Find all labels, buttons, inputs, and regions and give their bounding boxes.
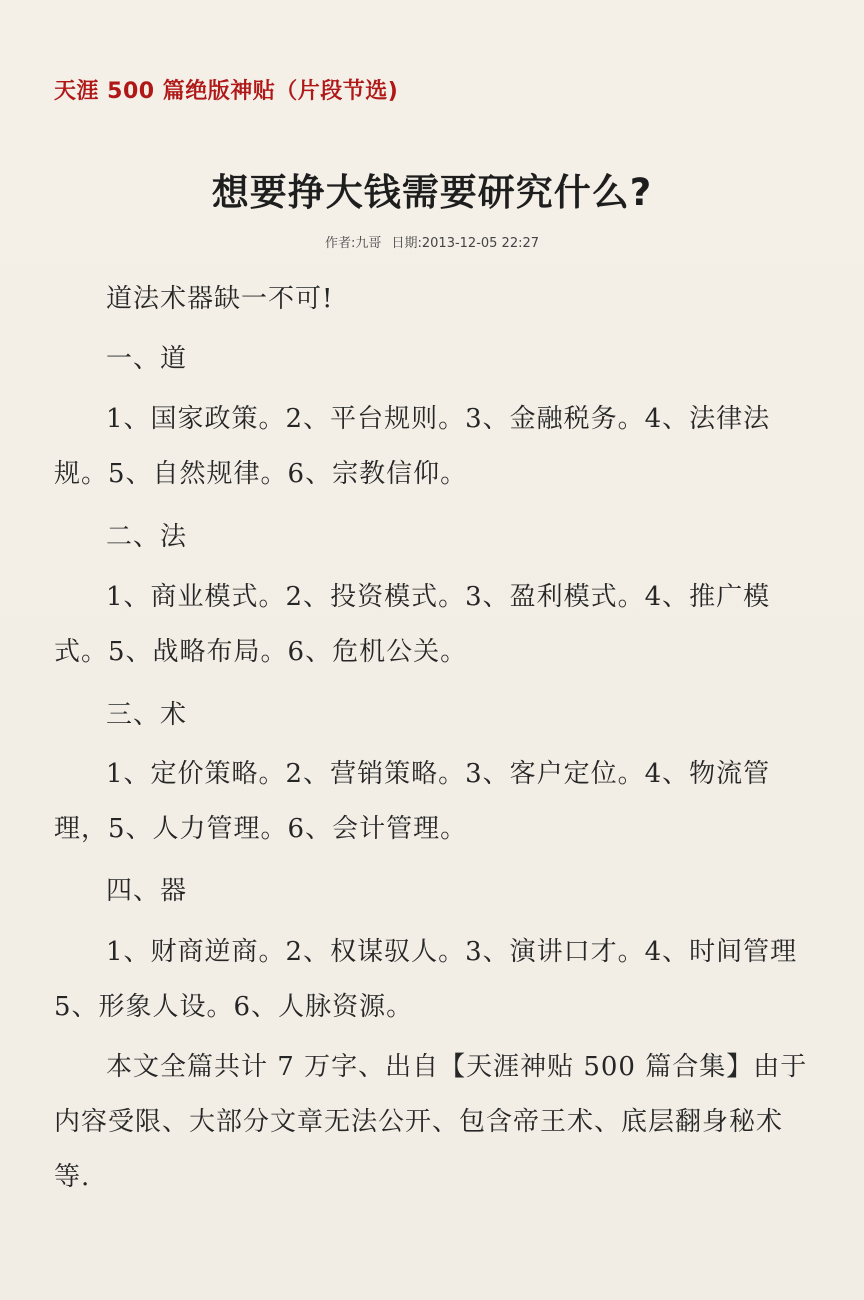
section-body-qi: 1、财商逆商。2、权谋驭人。3、演讲口才。4、时间管理 5、形象人设。6、人脉资源。 [54, 937, 798, 1022]
section-body-dao: 1、国家政策。2、平台规则。3、金融税务。4、法律法规。5、自然规律。6、宗教信仰。 [54, 404, 771, 489]
section-heading-qi: 四、器 [106, 876, 188, 906]
section-heading-shu: 三、术 [106, 700, 188, 730]
intro-paragraph: 道法术器缺一不可! [106, 284, 334, 314]
article-date: 日期:2013-12-05 22:27 [391, 236, 540, 251]
series-label: 天涯 500 篇绝版神贴（片段节选) [54, 79, 399, 104]
section-body-fa: 1、商业模式。2、投资模式。3、盈利模式。4、推广模式。5、战略布局。6、危机公关。 [54, 582, 771, 667]
section-heading-fa: 二、法 [106, 522, 188, 552]
section-heading-dao: 一、道 [106, 344, 188, 374]
article-meta [0, 232, 864, 251]
article-title: 想要挣大钱需要研究什么? [211, 171, 653, 214]
section-body-shu: 1、定价策略。2、营销策略。3、客户定位。4、物流管理，5、人力管理。6、会计管理。 [54, 759, 771, 844]
article-author: 作者:九哥 [324, 236, 382, 251]
closing-paragraph: 本文全篇共计 7 万字、出自【天涯神贴 500 篇合集】由于内容受限、大部分文章无法公开、包含帝王术、底层翻身秘术等. [54, 1052, 808, 1192]
